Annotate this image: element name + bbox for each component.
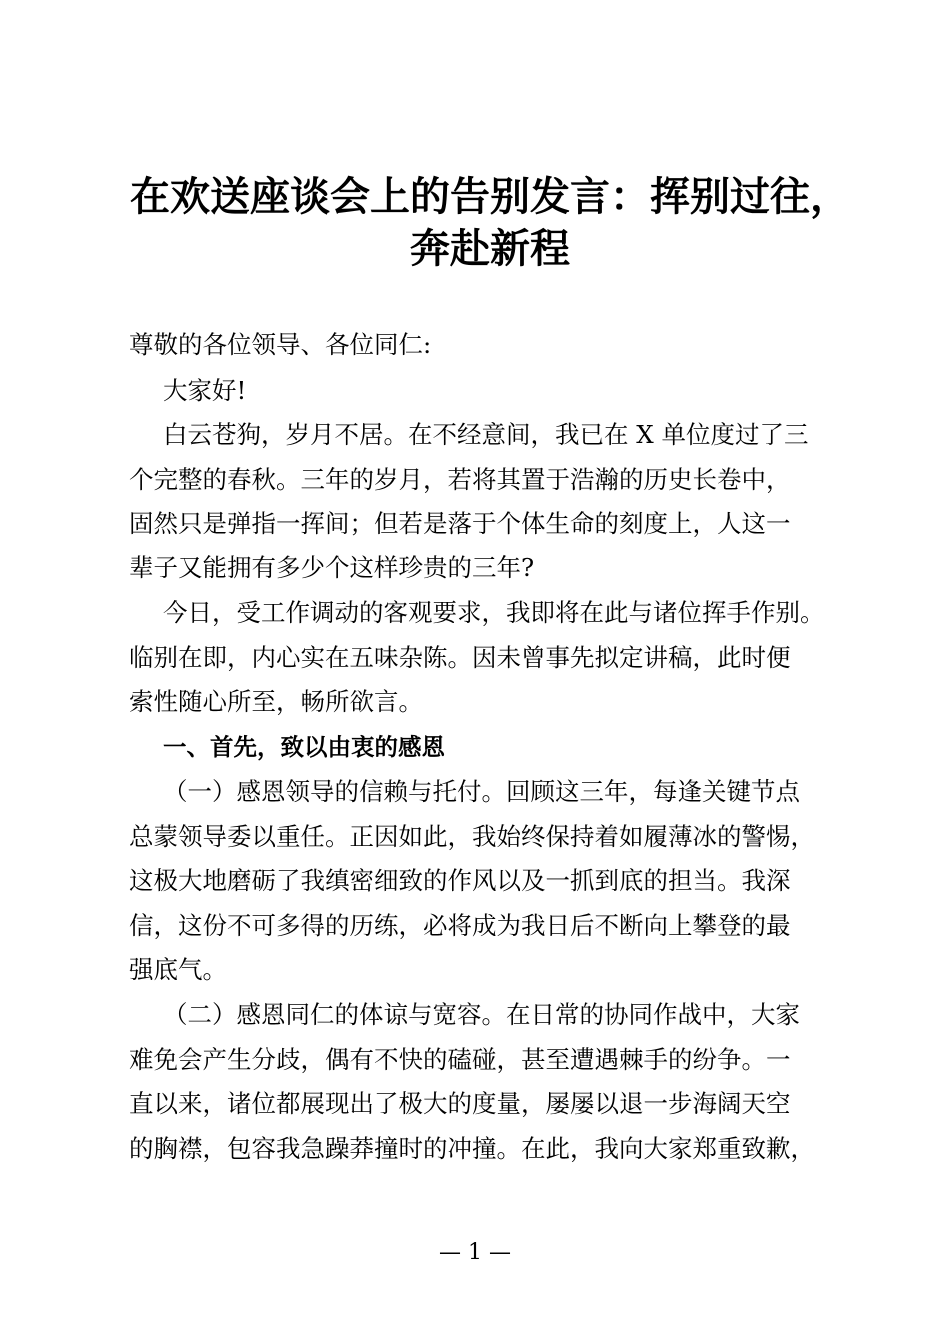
document-title-line-1: 在欢送座谈会上的告别发言：挥别过往， <box>130 174 850 220</box>
paragraph-4-line-2: 难免会产生分歧，偶有不快的磕碰，甚至遭遇棘手的纷争。一 <box>129 1045 791 1074</box>
page-number: — 1 — <box>439 1240 511 1265</box>
paragraph-4-line-1: （二）感恩同仁的体谅与宽容。在日常的协同作战中，大家 <box>163 1000 800 1029</box>
paragraph-1-line-3: 固然只是弹指一挥间；但若是落于个体生命的刻度上，人这一 <box>129 509 791 538</box>
salutation: 尊敬的各位领导、各位同仁: <box>129 330 432 359</box>
paragraph-3-line-2: 总蒙领导委以重任。正因如此，我始终保持着如履薄冰的警惕， <box>129 822 815 851</box>
paragraph-4-line-3: 直以来，诸位都展现出了极大的度量，屡屡以退一步海阔天空 <box>129 1089 791 1118</box>
paragraph-2-line-1: 今日，受工作调动的客观要求，我即将在此与诸位挥手作别。 <box>163 598 825 627</box>
document-title-line-2: 奔赴新程 <box>410 226 570 272</box>
paragraph-3-line-1: （一）感恩领导的信赖与托付。回顾这三年，每逢关键节点 <box>163 777 800 806</box>
paragraph-2-line-2: 临别在即，内心实在五味杂陈。因未曾事先拟定讲稿，此时便 <box>129 643 791 672</box>
paragraph-4-line-4: 的胸襟，包容我急躁莽撞时的冲撞。在此，我向大家郑重致歉， <box>129 1134 815 1163</box>
paragraph-3-line-3: 这极大地磨砺了我缜密细致的作风以及一抓到底的担当。我深 <box>129 866 791 895</box>
paragraph-1-line-2: 个完整的春秋。三年的岁月，若将其置于浩瀚的历史长卷中， <box>129 465 791 494</box>
paragraph-1-line-1: 白云苍狗，岁月不居。在不经意间，我已在 X 单位度过了三 <box>163 420 809 449</box>
paragraph-3-line-4: 信，这份不可多得的历练，必将成为我日后不断向上攀登的最 <box>129 911 791 940</box>
paragraph-1-line-4: 辈子又能拥有多少个这样珍贵的三年? <box>129 553 535 582</box>
paragraph-2-line-3: 索性随心所至，畅所欲言。 <box>129 687 423 716</box>
greeting: 大家好! <box>163 376 247 405</box>
paragraph-3-line-5: 强底气。 <box>129 955 227 984</box>
section-heading-1: 一、首先，致以由衷的感恩 <box>163 733 445 761</box>
